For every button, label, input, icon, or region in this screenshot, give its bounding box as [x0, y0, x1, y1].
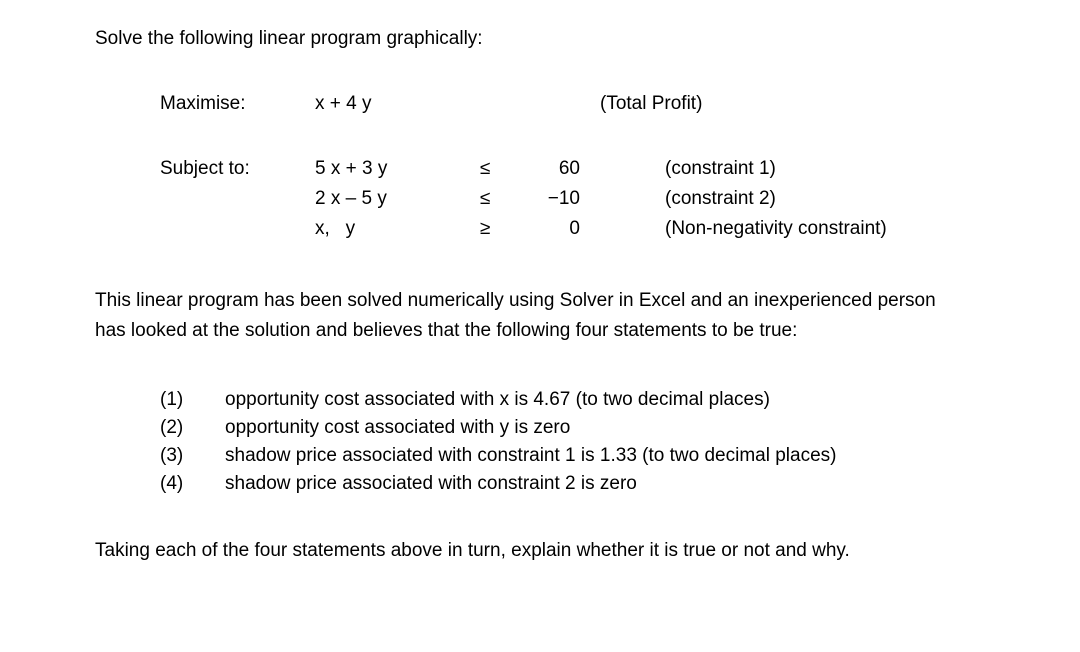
- constraint-row: [160, 154, 1080, 184]
- objective-expression: x + 4 y: [315, 93, 372, 114]
- inequality-operator: ≤: [480, 188, 491, 209]
- objective-row: [160, 92, 1080, 116]
- statement-text: shadow price associated with constraint 1 is 1.33 (to two decimal places): [225, 445, 837, 466]
- closing-paragraph: Taking each of the four statements above in turn, explain whether it is true or not and why.: [95, 540, 850, 561]
- constraint-note: (constraint 1): [665, 158, 776, 179]
- statement-number: (1): [160, 389, 184, 410]
- objective-label: Maximise:: [160, 93, 246, 114]
- statement-number: (2): [160, 417, 184, 438]
- constraint-row: [160, 184, 1080, 214]
- statement-text: opportunity cost associated with x is 4.67 (to two decimal places): [225, 389, 770, 410]
- constraint-note: (constraint 2): [665, 188, 776, 209]
- constraints-label-spacer: [160, 184, 315, 214]
- constraint-note: (Non-negativity constraint): [665, 218, 887, 239]
- constraint-value: 60: [558, 158, 580, 179]
- statement-text: shadow price associated with constraint 2 is zero: [225, 473, 637, 494]
- solver-paragraph: This linear program has been solved numerically using Solver in Excel and an inexperienced person has looked at the solution and believes that the following four statements to be true:: [95, 290, 936, 341]
- statement-number: (3): [160, 445, 184, 466]
- statement-item: [160, 442, 1080, 470]
- objective-annotation: (Total Profit): [600, 93, 703, 114]
- statement-number: (4): [160, 473, 184, 494]
- constraint-value: −10: [547, 188, 580, 209]
- constraint-expression: 5 x + 3 y: [315, 158, 388, 179]
- inequality-operator: ≤: [480, 158, 491, 179]
- constraints-block: [160, 154, 1080, 244]
- constraint-expression: 2 x – 5 y: [315, 188, 387, 209]
- statement-item: [160, 470, 1080, 498]
- intro-paragraph: Solve the following linear program graphically:: [95, 28, 483, 49]
- constraint-expression: x, y: [315, 218, 356, 239]
- constraint-value: 0: [569, 218, 580, 239]
- statement-text: opportunity cost associated with y is zero: [225, 417, 571, 438]
- constraints-label-spacer: [160, 214, 315, 244]
- constraint-row: [160, 214, 1080, 244]
- inequality-operator: ≥: [480, 218, 491, 239]
- statement-item: [160, 386, 1080, 414]
- statements-list: [160, 386, 1080, 498]
- statement-item: [160, 414, 1080, 442]
- constraints-label: Subject to:: [160, 158, 250, 179]
